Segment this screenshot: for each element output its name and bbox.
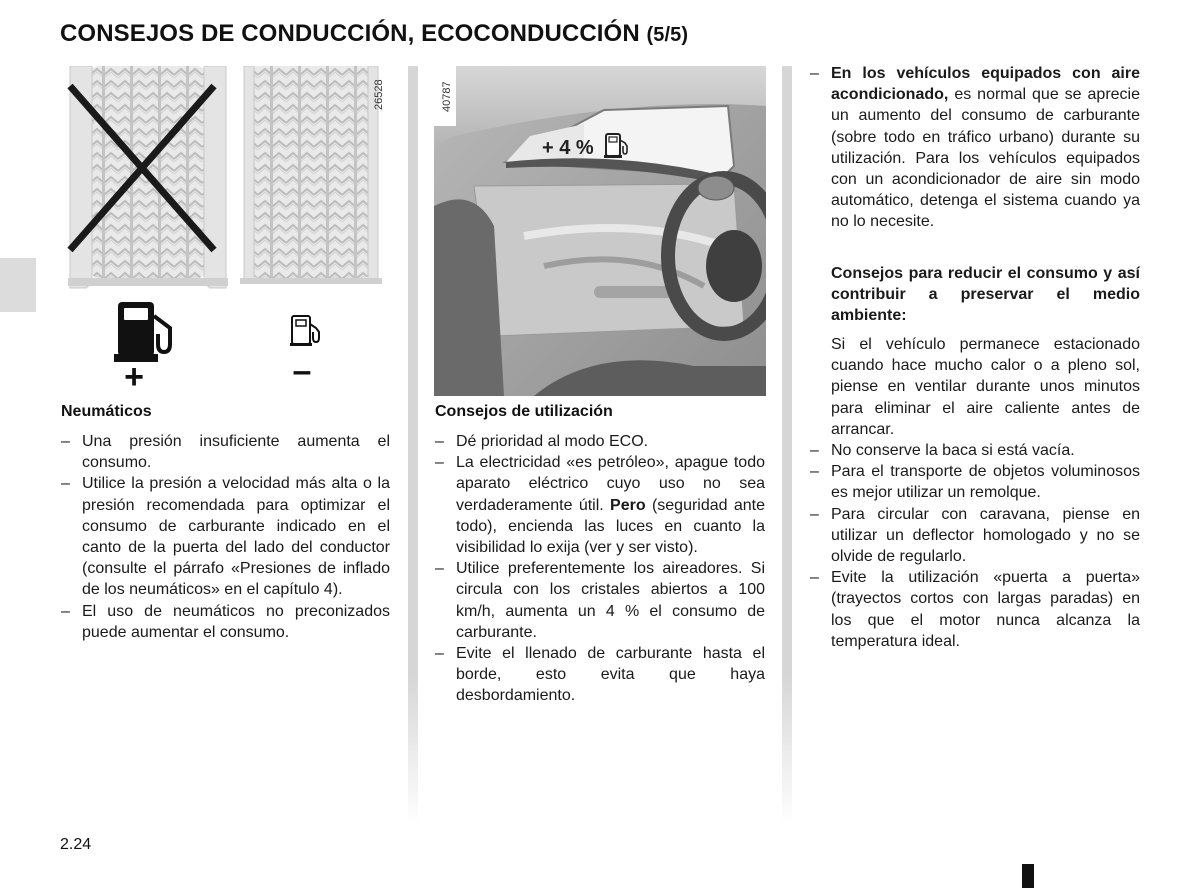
page-title-text: CONSEJOS DE CONDUCCIÓN, ECOCONDUCCIÓN	[60, 20, 640, 47]
chapter-tab	[0, 258, 36, 312]
tyres-heading: Neumáticos	[61, 403, 152, 420]
tyres-list	[61, 431, 390, 643]
car-window-figure	[434, 66, 766, 396]
figure-code: 40787	[441, 81, 453, 112]
list-item-text: La electricidad «es petróleo», apague todo aparato eléctrico cuyo uso no sea verdaderamente útil.	[456, 454, 765, 514]
column-divider	[782, 66, 792, 826]
column-divider	[408, 66, 418, 826]
page-marker	[1022, 864, 1034, 888]
list-item-text: (seguridad ante todo), encienda las luces en cuanto la visibilidad lo exija (ver y ser visto).	[456, 496, 765, 557]
list-item: – Una presión insuficiente aumenta el consumo.	[61, 431, 390, 473]
fuel-pump-small-icon	[290, 316, 319, 346]
list-item: – Dé prioridad al modo ECO.	[435, 431, 765, 452]
list-item: – El uso de neumáticos no preconizados puede aumentar el consumo.	[61, 601, 390, 643]
page-title	[60, 20, 688, 48]
correct-tyre	[240, 66, 382, 284]
environment-list	[810, 440, 1140, 652]
list-item	[810, 63, 1140, 233]
list-item: – Utilice la presión a velocidad más alta o la presión recomendada para optimizar el consumo de carburante indicado en el canto de la puerta del lado del conductor (consulte el párrafo «Presiones de inflado de los neumáticos» en el capítulo 4).	[61, 473, 390, 600]
window-consumption-label: + 4 %	[542, 137, 594, 159]
advice-heading	[831, 263, 1140, 327]
usage-list	[435, 431, 765, 707]
page-title-part: (5/5)	[646, 24, 689, 46]
list-item: – Evite el llenado de carburante hasta el borde, esto evita que haya desbordamiento.	[435, 643, 765, 707]
list-item-bold: Pero	[610, 496, 646, 514]
list-item: – Para el transporte de objetos voluminosos es mejor utilizar un remolque.	[810, 461, 1140, 503]
advice-heading-text: Consejos para reducir el consumo y así contribuir a preservar el medio ambiente:	[831, 265, 1140, 325]
list-item: – Utilice preferentemente los aireadores. Si circula con los cristales abiertos a 100 km/h, aumenta un 4 % el consumo de carburante.	[435, 558, 765, 643]
page-number: 2.24	[60, 836, 92, 853]
list-item: – Para circular con caravana, piense en utilizar un deflector homologado y no se olvide de regularlo.	[810, 504, 1140, 568]
ac-bold-text: En los vehículos equipados con aire acondicionado,	[831, 65, 1140, 104]
list-item: – Evite la utilización «puerta a puerta» (trayectos cortos con largas paradas) en los que el motor nunca alcanza la temperatura ideal.	[810, 567, 1140, 652]
underinflated-tyre	[68, 66, 228, 288]
figure-code: 26528	[373, 79, 385, 110]
tyres-figure	[62, 66, 394, 392]
usage-heading: Consejos de utilización	[435, 403, 613, 420]
less-consumption-sign: –	[292, 352, 312, 390]
ac-text: es normal que se aprecie un aumento del consumo de carburante (sobre todo en tráfico urbano) durante su utilización. Para los vehículos equipados con un acondicionador de aire sin modo automático, detenga el sistema cuando ya no lo necesite.	[831, 86, 1141, 231]
ac-list	[810, 63, 1140, 233]
fuel-pump-large-icon	[114, 302, 170, 362]
parked-text: Si el vehículo permanece estacionado cuando hace mucho calor o a pleno sol, piense en ventilar durante unos minutos para eliminar el aire caliente antes de arrancar.	[831, 336, 1140, 438]
more-consumption-sign: +	[124, 358, 144, 392]
list-item	[435, 452, 765, 558]
list-item: – No conserve la baca si está vacía.	[810, 440, 1140, 461]
